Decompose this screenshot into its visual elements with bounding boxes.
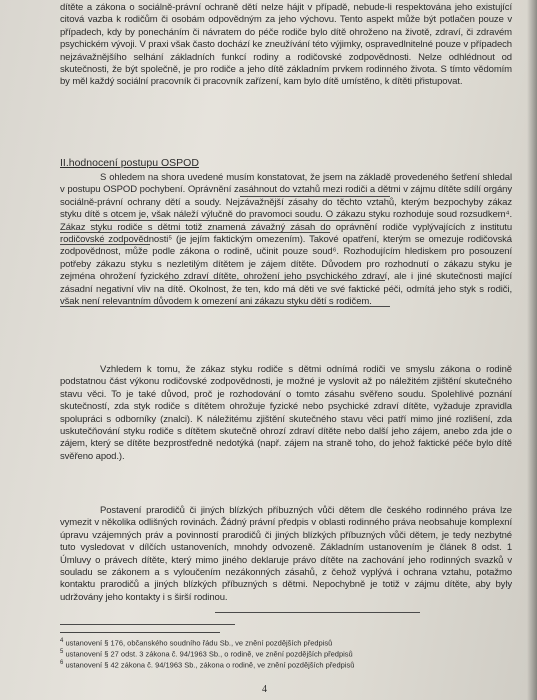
pen-underline bbox=[60, 624, 235, 625]
paragraph-intro: dítěte a zákona o sociálně-právní ochraně dětí nelze hájit v případě, nebude-li respektována jeho existující citová vazba k rodičům či osobám odpovědným za jeho výchovu. Tento aspekt může být potlačen pouze v případech, kdy by ponecháním či návratem do péče rodiče bylo dítě ohroženo na životě, zdraví, či zdravém psychickém vývoji. V praxi však často dochází ke zneužívání této výjimky, ospravedlnitelné pouze v případech nejzávažnějšího selhání základních funkcí rodiny a rodičovské zodpovědnosti. Nelze odhlédnout od skutečnosti, že být společně, je pro rodiče a jeho dítě základním prvkem rodinného života. S tímto vědomím by měl každý sociální pracovník či pracovník zařízení, kam bylo dítě umístěno, k dítěti přistupovat. bbox=[60, 2, 512, 88]
pen-underline bbox=[60, 244, 150, 245]
pen-underline bbox=[90, 220, 370, 221]
footnote-5: $^5$ ustanovení § 27 odst. 3 zákona č. 94/1963 Sb., o rodině, ve znění pozdějších předpisů bbox=[60, 649, 353, 659]
page-edge-shadow bbox=[527, 0, 537, 700]
pen-underline bbox=[60, 232, 330, 233]
footnote-separator bbox=[60, 632, 220, 633]
paragraph-assessment: S ohledem na shora uvedené musím konstatovat, že jsem na základě provedeného šetření shledal v postupu OSPOD pochybení. Oprávnění zasáhnout do vztahů mezi rodiči a dětmi v zájmu dítěte sdílí orgány sociálně-právní ochrany dětí a soudy. Nejzávažnější zásahy do těchto vztahů, kterým bezpochyby zákaz styku dítě s otcem je, však náleží výlučně do pravomoci soudu. O zákazu styku rozhoduje soud rozsudkem⁴. Zákaz styku rodiče s dětmi totiž znamená závažný zásah do oprávnění rodiče vyplývajících z institutu rodičovské zodpovědnosti⁵ (je jejím faktickým omezením). Takové opatření, kterým se omezuje rodičovská zodpovědnost, může podle zákona o rodině, učinit pouze soud⁶. Rozhodujícím hlediskem pro posouzení potřeby zákazu styku s nezletilým dítětem je zájem dítěte. Důvodem pro rozhodnutí o zákazu styku je zejména ohrožení fyzického zdraví dítěte, ohrožení jeho psychického zdraví, ale i jiné skutečnosti mající zásadní negativní vliv na dítě. Okolnost, že ten, kdo má děti ve své faktické péči, odmítá jeho styk s rodiči, však není relevantním důvodem k omezení ani zákazu styku dětí s rodičem. bbox=[60, 172, 512, 308]
pen-underline bbox=[240, 196, 390, 197]
footnote-6: $^6$ ustanovení § 42 zákona č. 94/1963 Sb., zákona o rodině, ve znění pozdějších předpisů bbox=[60, 660, 355, 670]
pen-underline bbox=[215, 612, 420, 613]
pen-underline bbox=[60, 306, 390, 307]
pen-underline bbox=[165, 280, 385, 281]
page-number: 4 bbox=[262, 684, 267, 695]
paragraph-contact-ban: Vzhledem k tomu, že zákaz styku rodiče s dětmi odnímá rodiči ve smyslu zákona o rodině podstatnou část výkonu rodičovské zodpovědnosti, je možné je vyslovit až po náležitém zjištění skutečného stavu věci. To je také důvod, proč je rozhodování o tomto zásahu svěřeno soudu. Spolehlivé poznání skutečností, zda styk rodiče s dítětem ohrožuje fyzické nebo psychické zdraví dítěte, vyžaduje zpravidla spolupráci s odborníky (znalci). K náležitému zjištění skutečného stavu věci patří mimo jiné rozlišení, zda uskutečňování styku rodiče s dítětem skutečně ohrozí zdraví dítěte nebo další jeho zájem, anebo zda jde o zájem, který se dítěte bezprostředně nedotýká (např. zájem na straně toho, do jehož faktické péče bylo dítě svěřeno apod.). bbox=[60, 364, 512, 462]
paragraph-grandparents: Postavení prarodičů či jiných blízkých příbuzných vůči dětem dle českého rodinného práva lze vymezit v několika odlišných rovinách. Žádný právní předpis v oblasti rodinného práva neobsahuje komplexní úpravu vzájemných práv a povinností prarodičů či jiných blízkých příbuzných vůči dětem, je tedy nezbytné tuto vysledovat v dílčích ustanoveních, mnohdy odvozeně. Základním ustanovením je článek 8 odst. 1 Úmluvy o právech dítěte, který mimo jiného deklaruje právo dítěte na zachování jeho rodinných svazků v souladu se zákonem a s vyloučením nezákonných zásahů, z čehož vyplývá i ochrana vztahu, potažmo kontaktu prarodičů a jiných blízkých příbuzných s dětmi. Nepochybně je totiž v zájmu dítěte, aby byly udržovány jeho kontakty i s širší rodinou. bbox=[60, 505, 512, 603]
section-heading: II.hodnocení postupu OSPOD bbox=[60, 157, 199, 169]
footnote-4: $^4$ ustanovení § 176, občanského soudního řádu Sb., ve znění pozdějších předpisů bbox=[60, 638, 333, 648]
